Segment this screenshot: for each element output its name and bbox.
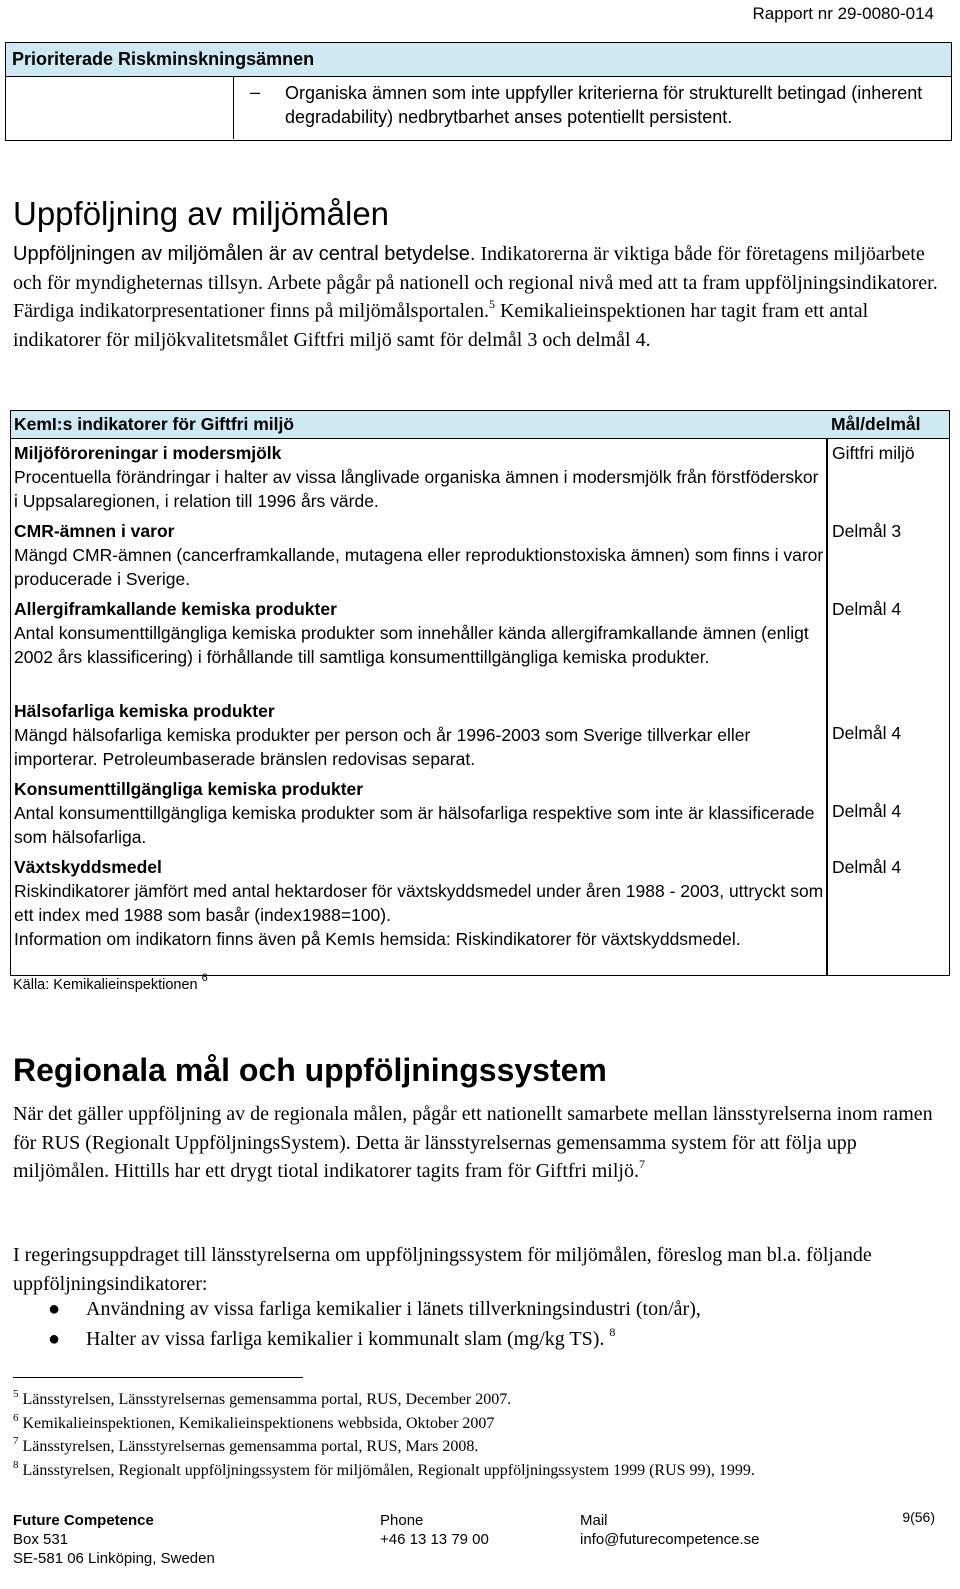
indicator-description: Antal konsumenttillgängliga kemiska produkter som är hälsofarliga respektive som inte är klassificerade som hälsofarliga. (14, 803, 815, 847)
source-label: Källa: Kemikalieinspektionen (13, 977, 198, 993)
bullet-icon: ● (48, 1328, 61, 1350)
footnote-ref-6: 6 (201, 972, 208, 984)
list-item-text: Användning av vissa farliga kemikalier i länets tillverkningsindustri (ton/år), (86, 1298, 701, 1320)
indicator-description: Procentuella förändringar i halter av vissa långlivade organiska ämnen i modersmjölk från förstföderskor i Uppsalaregionen, i relation till 1996 års värde. (14, 467, 819, 511)
indicator-goal: Delmål 4 (832, 857, 902, 877)
indicator-description: Riskindikatorer jämfört med antal hektardoser för växtskyddsmedel under åren 1988 - 2003, uttryckt som ett index med 1988 som basår (index1988=100). (14, 881, 824, 925)
indicator-goal: Delmål 3 (832, 521, 902, 541)
footnote-ref-8: 8 (609, 1325, 616, 1339)
indicator-description: Mängd CMR-ämnen (cancerframkallande, mutagena eller reproduktionstoxiska ämnen) som finns i varor producerade i Sverige. (14, 545, 824, 589)
section-heading-followup: Uppföljning av miljömålen (13, 195, 390, 232)
footer-address1: Box 531 (13, 1531, 69, 1548)
section-regional-paragraph-2: I regeringsuppdraget till länsstyrelserna om uppföljningssystem för miljömålen, föreslog man bl.a. följande uppföljningsindikatorer: (13, 1244, 872, 1295)
priority-box-heading: Prioriterade Riskminskningsämnen (6, 43, 951, 77)
footer-address2: SE-581 06 Linköping, Sweden (13, 1550, 215, 1567)
table-row (11, 777, 826, 849)
footnote (13, 1390, 933, 1409)
indicator-description: Antal konsumenttillgängliga kemiska produkter som innehåller kända allergiframkallande ämnen (enligt 2002 års klassificering) i förhållande till samtliga konsumenttillgängliga kemiska produkter. (14, 623, 809, 667)
column-divider (826, 411, 828, 975)
report-reference: Rapport nr 29-0080-014 (752, 4, 934, 23)
table-row (11, 441, 826, 513)
indicator-title: Allergiframkallande kemiska produkter (14, 599, 337, 619)
list-item-text (86, 1325, 616, 1351)
table-row (11, 519, 826, 591)
indicator-table-header (11, 411, 949, 439)
priority-box-left-cell (6, 77, 234, 139)
section-heading-regional: Regionala mål och uppföljningssystem (13, 1052, 607, 1088)
footnote-text: Länsstyrelsen, Länsstyrelsernas gemensamma portal, RUS, December 2007. (22, 1391, 512, 1408)
indicator-goal: Delmål 4 (832, 801, 902, 821)
footnote-text: Länsstyrelsen, Regionalt uppföljningssystem för miljömålen, Regionalt uppföljningssystem 1999 (RUS 99), 1999. (22, 1462, 755, 1479)
priority-box-text: Organiska ämnen som inte uppfyller kriterierna för strukturellt betingad (inherent degradability) nedbrytbarhet anses potentiellt persistent. (285, 83, 923, 127)
footer-mail[interactable]: info@futurecompetence.se (580, 1531, 760, 1548)
header-indicators: KemI:s indikatorer för Giftfri miljö (14, 414, 295, 434)
footer-phone-block (380, 1511, 489, 1549)
footnote-number: 7 (13, 1435, 19, 1447)
header-goal: Mål/delmål (831, 414, 921, 434)
footer-phone-label: Phone (380, 1512, 424, 1529)
paragraph-body: När det gäller uppföljning av de regionala målen, pågår ett nationellt samarbete mellan länsstyrelserna inom ramen för RUS (Regionalt UppföljningsSystem). Detta är länsstyrelsernas gemensamma system för att följa upp miljömålen. Hittills har ett drygt tiotal indikatorer tagits fram för Giftfri miljö. (13, 1103, 933, 1182)
indicator-table (10, 410, 950, 976)
bullet-icon: ● (48, 1298, 61, 1320)
indicator-goal: Delmål 4 (832, 723, 902, 743)
footnote (13, 1414, 933, 1433)
indicator-description: Mängd hälsofarliga kemiska produkter per person och år 1996-2003 som Sverige tillverkar eller importerar. Petroleumbaserade bränslen redovisas separat. (14, 725, 751, 769)
footnote-separator (13, 1377, 303, 1378)
indicator-title: CMR-ämnen i varor (14, 521, 175, 541)
footnote-number: 6 (13, 1412, 19, 1424)
footnote (13, 1461, 933, 1480)
indicator-title: Växtskyddsmedel (14, 857, 162, 877)
indicator-goal: Delmål 4 (832, 599, 902, 619)
footnote-number: 8 (13, 1459, 19, 1471)
footer-company: Future Competence (13, 1512, 154, 1529)
section-regional-paragraph (13, 1100, 943, 1186)
table-source (13, 972, 208, 993)
footnote-ref-5: 5 (489, 297, 495, 311)
paragraph-rest: Kemikalieinspektionen har tagit fram ett antal indikatorer för miljökvalitetsmålet Giftfri miljö samt för delmål 3 och delmål 4. (13, 300, 869, 351)
footnote-text: Kemikalieinspektionen, Kemikalieinspektionens webbsida, Oktober 2007 (22, 1415, 495, 1432)
priority-substances-box (5, 42, 952, 141)
footer-phone: +46 13 13 79 00 (380, 1531, 489, 1548)
indicator-title: Hälsofarliga kemiska produkter (14, 701, 275, 721)
table-row (11, 855, 826, 951)
footnote-number: 5 (13, 1388, 19, 1400)
section-followup-paragraph (13, 240, 943, 354)
dash-bullet: – (250, 82, 261, 102)
paragraph-body: Indikatorerna är viktiga både för företagens miljöarbete och för myndigheternas tillsyn. Arbete pågår på nationell och regional nivå med att ta fram uppföljningsindikatorer. Färdiga indikatorpresentationer finns på miljömålsportalen. (13, 243, 938, 322)
page-number: 9(56) (902, 1509, 935, 1525)
indicator-title: Miljöföroreningar i modersmjölk (14, 443, 282, 463)
footer-company-block (13, 1511, 215, 1568)
indicator-description-extra: Information om indikatorn finns även på KemIs hemsida: Riskindikatorer för växtskyddsmedel. (14, 929, 741, 949)
footnote-ref-7: 7 (638, 1157, 645, 1171)
footnote-text: Länsstyrelsen, Länsstyrelsernas gemensamma portal, RUS, Mars 2008. (22, 1438, 479, 1455)
footer-mail-label: Mail (580, 1512, 608, 1529)
table-row (11, 699, 826, 771)
footer-mail-block (580, 1511, 760, 1549)
footnote (13, 1437, 933, 1456)
indicator-title: Konsumenttillgängliga kemiska produkter (14, 779, 364, 799)
indicator-goal: Giftfri miljö (832, 443, 915, 463)
list-item-label: Halter av vissa farliga kemikalier i kommunalt slam (mg/kg TS). (86, 1328, 605, 1350)
paragraph-lead: Uppföljningen av miljömålen är av central betydelse. (13, 243, 476, 265)
table-row (11, 597, 826, 669)
